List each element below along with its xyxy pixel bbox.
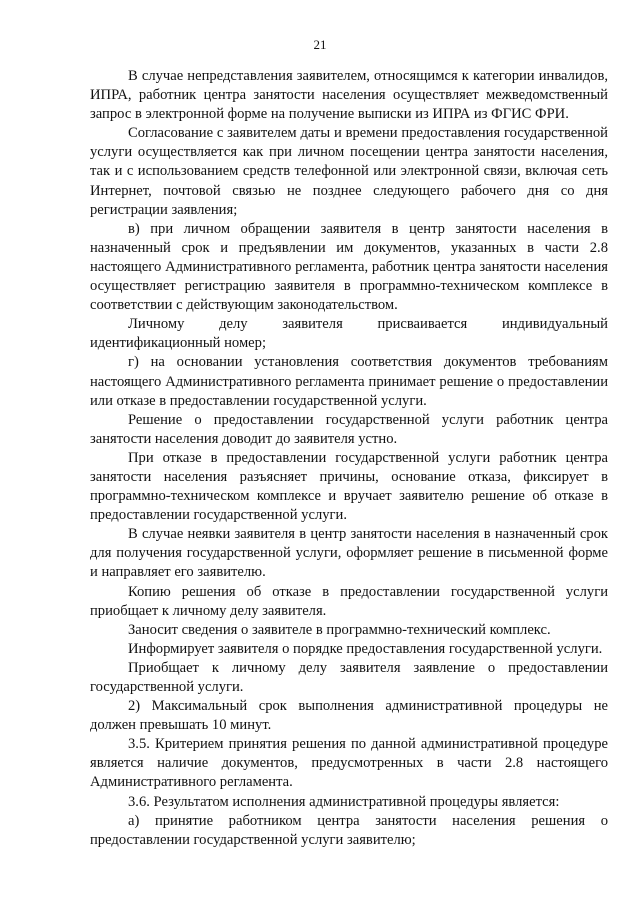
paragraph-result-heading: 3.6. Результатом исполнения административной процедуры является:: [128, 793, 560, 810]
paragraph-result-a: а) принятие работником центра занятости населения решения о предоставлении государственной услуги заявителю;: [90, 812, 608, 848]
paragraph-inform-procedure: Информирует заявителя о порядке предоставления государственной услуги.: [128, 640, 603, 657]
paragraph-personal-file-number: Личному делу заявителя присваивается индивидуальный идентификационный номер;: [90, 316, 608, 352]
paragraph-max-duration: 2) Максимальный срок выполнения административной процедуры не должен превышать 10 минут.: [90, 698, 608, 734]
paragraph-date-agreement: Согласование с заявителем даты и времени предоставления государственной услуги осуществляется как при личном посещении центра занятости населения, так и с использованием средств телефонной или электронной связи, включая сеть Интернет, почтовой связью не позднее следующего рабочего дня со дня регистрации заявления;: [90, 125, 608, 218]
paragraph-refusal: При отказе в предоставлении государственной услуги работник центра занятости населения разъясняет причины, основание отказа, фиксирует в программно-техническом комплексе и вручает заявителю решение об отказе в предоставлении государственной услуги.: [90, 449, 608, 524]
paragraph-v-personal-visit: в) при личном обращении заявителя в центр занятости населения в назначенный срок и предъявлении им документов, указанных в части 2.8 настоящего Административного регламента, работник центра занятости населения осуществляет регистрацию заявителя в программно-техническом комплексе в соответствии с действующим законодательством.: [90, 220, 608, 314]
paragraph-refusal-copy: Копию решения об отказе в предоставлении государственной услуги приобщает к личному делу заявителя.: [90, 583, 608, 619]
paragraph-criterion: 3.5. Критерием принятия решения по данной административной процедуре является наличие документов, предусмотренных в части 2.8 настоящего Административного регламента.: [90, 736, 608, 791]
paragraph-attach-application: Приобщает к личному делу заявителя заявление о предоставлении государственной услуги.: [90, 659, 608, 695]
document-body: [90, 67, 608, 850]
paragraph-g-decision: г) на основании установления соответствия документов требованиям настоящего Административного регламента принимает решение о предоставлении или отказе в предоставлении государственной услуги.: [90, 354, 608, 409]
paragraph-decision-oral: Решение о предоставлении государственной услуги работник центра занятости населения доводит до заявителя устно.: [90, 411, 608, 447]
paragraph-no-show: В случае неявки заявителя в центр занятости населения в назначенный срок для получения государственной услуги, оформляет решение в письменной форме и направляет его заявителю.: [90, 526, 608, 581]
page-number: 21: [313, 37, 327, 52]
paragraph-enter-data: Заносит сведения о заявителе в программно-технический комплекс.: [128, 621, 551, 638]
paragraph-ipra-request: В случае непредставления заявителем, относящимся к категории инвалидов, ИПРА, работник центра занятости населения осуществляет межведомственный запрос в электронной форме на получение выписки из ИПРА из ФГИС ФРИ.: [90, 68, 608, 123]
